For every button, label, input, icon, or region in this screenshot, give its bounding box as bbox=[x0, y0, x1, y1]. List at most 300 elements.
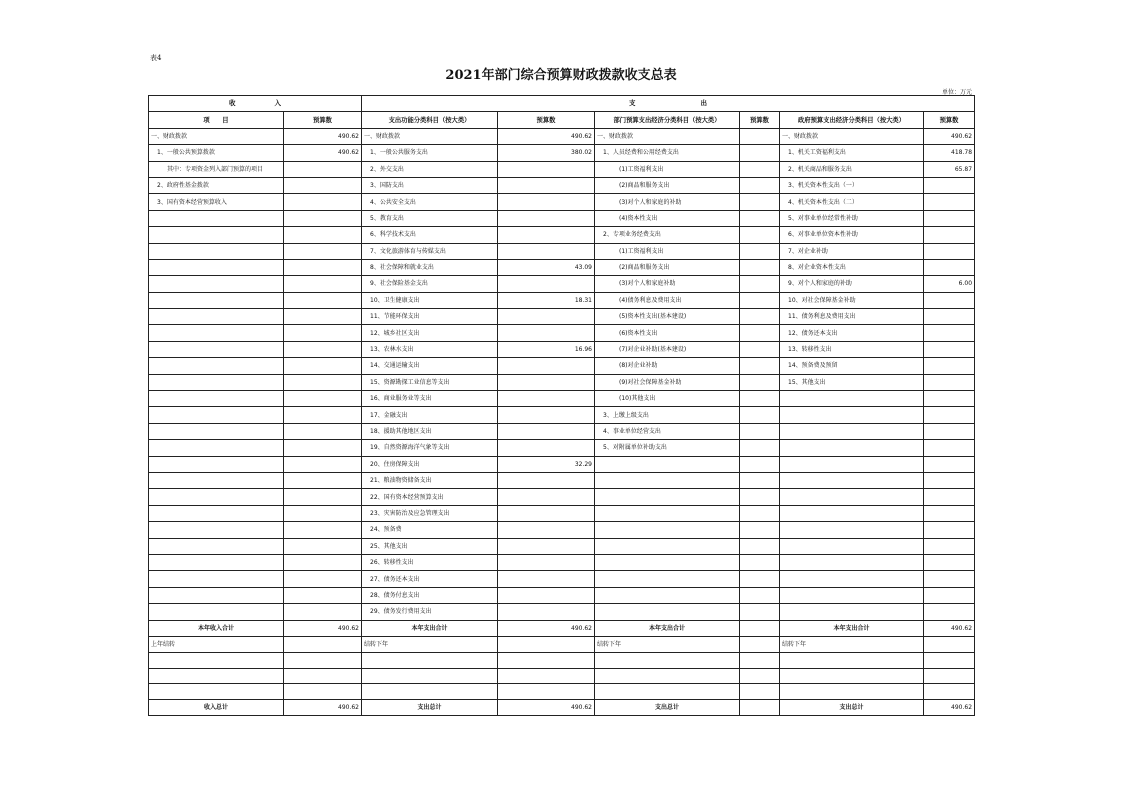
gov-econ-budget-cell bbox=[924, 604, 975, 620]
dept-econ-budget-cell bbox=[740, 423, 780, 439]
func-item-cell: 一、财政拨款 bbox=[362, 128, 498, 144]
table-row bbox=[149, 489, 975, 505]
gov-econ-item-cell: 13、转移性支出 bbox=[780, 341, 924, 357]
func-item-cell: 4、公共安全支出 bbox=[362, 194, 498, 210]
income-budget-cell bbox=[284, 489, 362, 505]
dept-econ-budget-cell bbox=[740, 522, 780, 538]
gov-grand-total-value: 490.62 bbox=[924, 700, 975, 716]
income-item-cell bbox=[149, 472, 284, 488]
func-item-cell: 3、国防支出 bbox=[362, 177, 498, 193]
dept-year-total-value bbox=[740, 620, 780, 636]
gov-econ-budget-cell bbox=[924, 292, 975, 308]
income-item-cell bbox=[149, 604, 284, 620]
gov-econ-budget-cell bbox=[924, 571, 975, 587]
func-item-cell: 28、债务付息支出 bbox=[362, 587, 498, 603]
dept-econ-item-cell bbox=[595, 587, 740, 603]
income-budget-cell bbox=[284, 456, 362, 472]
col-header-budget: 预算数 bbox=[498, 112, 595, 128]
func-budget-cell bbox=[498, 210, 595, 226]
table-row bbox=[149, 456, 975, 472]
func-budget-cell: 43.09 bbox=[498, 259, 595, 275]
gov-econ-item-cell bbox=[780, 538, 924, 554]
gov-econ-budget-cell bbox=[924, 210, 975, 226]
func-year-total-label: 本年支出合计 bbox=[362, 620, 498, 636]
income-budget-cell bbox=[284, 276, 362, 292]
func-budget-cell bbox=[498, 604, 595, 620]
gov-carry-value bbox=[924, 636, 975, 652]
col-header-budget: 预算数 bbox=[740, 112, 780, 128]
income-item-cell bbox=[149, 407, 284, 423]
func-item-cell: 1、一般公共服务支出 bbox=[362, 145, 498, 161]
gov-econ-item-cell: 4、机关资本性支出（二） bbox=[780, 194, 924, 210]
col-header-func: 支出功能分类科目（按大类） bbox=[362, 112, 498, 128]
dept-econ-budget-cell bbox=[740, 161, 780, 177]
table-row bbox=[149, 604, 975, 620]
dept-econ-item-cell bbox=[595, 538, 740, 554]
gov-econ-item-cell bbox=[780, 407, 924, 423]
income-budget-cell bbox=[284, 161, 362, 177]
gov-econ-item-cell: 8、对企业资本性支出 bbox=[780, 259, 924, 275]
dept-econ-item-cell: (2)商品和服务支出 bbox=[595, 177, 740, 193]
gov-econ-item-cell bbox=[780, 391, 924, 407]
dept-econ-item-cell: 5、对附属单位补助支出 bbox=[595, 440, 740, 456]
func-budget-cell bbox=[498, 391, 595, 407]
func-budget-cell bbox=[498, 423, 595, 439]
gov-econ-budget-cell bbox=[924, 194, 975, 210]
dept-econ-item-cell bbox=[595, 472, 740, 488]
gov-econ-item-cell bbox=[780, 522, 924, 538]
gov-econ-item-cell: 一、财政拨款 bbox=[780, 128, 924, 144]
income-item-cell bbox=[149, 571, 284, 587]
func-grand-total-label: 支出总计 bbox=[362, 700, 498, 716]
func-item-cell: 11、节能环保支出 bbox=[362, 309, 498, 325]
income-item-cell bbox=[149, 554, 284, 570]
income-item-cell: 一、财政拨款 bbox=[149, 128, 284, 144]
income-item-cell bbox=[149, 374, 284, 390]
table-row bbox=[149, 325, 975, 341]
table-row bbox=[149, 423, 975, 439]
income-grand-total-value: 490.62 bbox=[284, 700, 362, 716]
dept-econ-budget-cell bbox=[740, 489, 780, 505]
func-year-total-value: 490.62 bbox=[498, 620, 595, 636]
gov-year-total-value: 490.62 bbox=[924, 620, 975, 636]
dept-econ-budget-cell bbox=[740, 325, 780, 341]
table-row bbox=[149, 374, 975, 390]
func-budget-cell bbox=[498, 358, 595, 374]
blank-row bbox=[149, 684, 975, 700]
income-budget-cell bbox=[284, 177, 362, 193]
dept-econ-budget-cell bbox=[740, 472, 780, 488]
dept-econ-budget-cell bbox=[740, 391, 780, 407]
gov-econ-item-cell: 3、机关资本性支出（一） bbox=[780, 177, 924, 193]
gov-econ-budget-cell bbox=[924, 522, 975, 538]
income-item-cell bbox=[149, 227, 284, 243]
gov-econ-budget-cell bbox=[924, 538, 975, 554]
income-section-header: 收 入 bbox=[149, 96, 362, 112]
dept-econ-item-cell: (2)商品和服务支出 bbox=[595, 259, 740, 275]
func-item-cell: 26、转移性支出 bbox=[362, 554, 498, 570]
column-header-row bbox=[149, 112, 975, 128]
func-item-cell: 20、住房保障支出 bbox=[362, 456, 498, 472]
income-year-total-value: 490.62 bbox=[284, 620, 362, 636]
dept-econ-budget-cell bbox=[740, 227, 780, 243]
dept-econ-budget-cell bbox=[740, 177, 780, 193]
gov-econ-budget-cell bbox=[924, 489, 975, 505]
dept-econ-item-cell: (6)资本性支出 bbox=[595, 325, 740, 341]
dept-econ-item-cell: (4)债务利息及费用支出 bbox=[595, 292, 740, 308]
income-budget-cell bbox=[284, 554, 362, 570]
gov-econ-item-cell: 1、机关工资福利支出 bbox=[780, 145, 924, 161]
gov-econ-item-cell bbox=[780, 505, 924, 521]
gov-econ-budget-cell bbox=[924, 227, 975, 243]
dept-econ-budget-cell bbox=[740, 538, 780, 554]
dept-econ-item-cell bbox=[595, 522, 740, 538]
income-item-cell bbox=[149, 391, 284, 407]
col-header-dept-econ: 部门预算支出经济分类科目（按大类） bbox=[595, 112, 740, 128]
func-grand-total-value: 490.62 bbox=[498, 700, 595, 716]
gov-econ-budget-cell bbox=[924, 259, 975, 275]
gov-econ-item-cell bbox=[780, 571, 924, 587]
dept-grand-total-value bbox=[740, 700, 780, 716]
income-item-cell bbox=[149, 538, 284, 554]
gov-econ-budget-cell: 490.62 bbox=[924, 128, 975, 144]
income-item-cell bbox=[149, 341, 284, 357]
dept-carry-label: 结转下年 bbox=[595, 636, 740, 652]
gov-econ-item-cell: 10、对社会保障基金补助 bbox=[780, 292, 924, 308]
gov-grand-total-label: 支出总计 bbox=[780, 700, 924, 716]
table-row bbox=[149, 161, 975, 177]
dept-econ-budget-cell bbox=[740, 587, 780, 603]
income-budget-cell bbox=[284, 210, 362, 226]
dept-econ-budget-cell bbox=[740, 505, 780, 521]
dept-econ-item-cell: (1)工资福利支出 bbox=[595, 243, 740, 259]
income-budget-cell bbox=[284, 341, 362, 357]
table-row bbox=[149, 391, 975, 407]
table-row bbox=[149, 358, 975, 374]
gov-econ-item-cell: 12、债务还本支出 bbox=[780, 325, 924, 341]
dept-econ-item-cell: (3)对个人和家庭补助 bbox=[595, 276, 740, 292]
gov-econ-item-cell: 2、机关商品和服务支出 bbox=[780, 161, 924, 177]
income-item-cell bbox=[149, 309, 284, 325]
func-item-cell: 23、灾害防治及应急管理支出 bbox=[362, 505, 498, 521]
income-budget-cell bbox=[284, 538, 362, 554]
func-item-cell: 2、外交支出 bbox=[362, 161, 498, 177]
dept-econ-budget-cell bbox=[740, 309, 780, 325]
func-item-cell: 19、自然资源海洋气象等支出 bbox=[362, 440, 498, 456]
dept-econ-budget-cell bbox=[740, 604, 780, 620]
gov-econ-item-cell: 6、对事业单位资本性补助 bbox=[780, 227, 924, 243]
func-item-cell: 10、卫生健康支出 bbox=[362, 292, 498, 308]
income-item-cell bbox=[149, 358, 284, 374]
gov-econ-item-cell: 5、对事业单位经常性补助 bbox=[780, 210, 924, 226]
func-budget-cell bbox=[498, 227, 595, 243]
func-carry-value bbox=[498, 636, 595, 652]
dept-econ-budget-cell bbox=[740, 128, 780, 144]
income-item-cell: 3、国有资本经营预算收入 bbox=[149, 194, 284, 210]
dept-econ-budget-cell bbox=[740, 259, 780, 275]
col-header-gov-econ: 政府预算支出经济分类科目（按大类） bbox=[780, 112, 924, 128]
gov-econ-budget-cell bbox=[924, 440, 975, 456]
income-budget-cell bbox=[284, 309, 362, 325]
table-row bbox=[149, 554, 975, 570]
income-item-cell: 2、政府性基金拨款 bbox=[149, 177, 284, 193]
func-budget-cell bbox=[498, 407, 595, 423]
dept-econ-item-cell bbox=[595, 571, 740, 587]
table-row bbox=[149, 177, 975, 193]
gov-econ-budget-cell bbox=[924, 177, 975, 193]
dept-econ-budget-cell bbox=[740, 440, 780, 456]
table-row bbox=[149, 538, 975, 554]
gov-econ-item-cell bbox=[780, 456, 924, 472]
gov-econ-budget-cell bbox=[924, 505, 975, 521]
dept-econ-item-cell bbox=[595, 489, 740, 505]
func-item-cell: 6、科学技术支出 bbox=[362, 227, 498, 243]
table-row bbox=[149, 505, 975, 521]
dept-econ-budget-cell bbox=[740, 407, 780, 423]
income-item-cell bbox=[149, 522, 284, 538]
func-budget-cell bbox=[498, 161, 595, 177]
gov-econ-budget-cell bbox=[924, 358, 975, 374]
income-budget-cell bbox=[284, 505, 362, 521]
income-year-total-label: 本年收入合计 bbox=[149, 620, 284, 636]
table-row bbox=[149, 243, 975, 259]
func-budget-cell bbox=[498, 505, 595, 521]
func-item-cell: 12、城乡社区支出 bbox=[362, 325, 498, 341]
table-row bbox=[149, 128, 975, 144]
dept-econ-budget-cell bbox=[740, 358, 780, 374]
func-budget-cell bbox=[498, 194, 595, 210]
func-budget-cell bbox=[498, 538, 595, 554]
income-budget-cell bbox=[284, 604, 362, 620]
table-row bbox=[149, 522, 975, 538]
gov-econ-item-cell bbox=[780, 440, 924, 456]
table-row bbox=[149, 210, 975, 226]
col-header-budget: 预算数 bbox=[284, 112, 362, 128]
income-budget-cell bbox=[284, 325, 362, 341]
gov-econ-budget-cell bbox=[924, 374, 975, 390]
func-item-cell: 15、资源勘探工业信息等支出 bbox=[362, 374, 498, 390]
gov-econ-item-cell bbox=[780, 489, 924, 505]
table-tag: 表4 bbox=[150, 54, 162, 62]
blank-row bbox=[149, 668, 975, 684]
expense-section-header: 支 出 bbox=[362, 96, 975, 112]
income-budget-cell bbox=[284, 391, 362, 407]
table-row bbox=[149, 341, 975, 357]
dept-econ-budget-cell bbox=[740, 341, 780, 357]
func-budget-cell: 490.62 bbox=[498, 128, 595, 144]
income-budget-cell bbox=[284, 194, 362, 210]
gov-econ-item-cell: 14、预备费及预留 bbox=[780, 358, 924, 374]
func-budget-cell bbox=[498, 554, 595, 570]
income-item-cell: 其中：专项资金列入部门预算的项目 bbox=[149, 161, 284, 177]
dept-econ-item-cell bbox=[595, 554, 740, 570]
dept-econ-item-cell: (9)对社会保障基金补助 bbox=[595, 374, 740, 390]
dept-econ-item-cell: (1)工资福利支出 bbox=[595, 161, 740, 177]
dept-econ-item-cell: 2、专项业务经费支出 bbox=[595, 227, 740, 243]
income-budget-cell bbox=[284, 292, 362, 308]
blank-row bbox=[149, 653, 975, 669]
table-row bbox=[149, 587, 975, 603]
gov-econ-budget-cell bbox=[924, 456, 975, 472]
income-item-cell bbox=[149, 505, 284, 521]
income-budget-cell: 490.62 bbox=[284, 128, 362, 144]
gov-econ-item-cell bbox=[780, 604, 924, 620]
func-item-cell: 9、社会保险基金支出 bbox=[362, 276, 498, 292]
gov-econ-budget-cell bbox=[924, 341, 975, 357]
income-budget-cell bbox=[284, 440, 362, 456]
income-item-cell: 1、一般公共预算拨款 bbox=[149, 145, 284, 161]
income-budget-cell bbox=[284, 571, 362, 587]
income-budget-cell bbox=[284, 472, 362, 488]
func-budget-cell: 32.29 bbox=[498, 456, 595, 472]
gov-econ-budget-cell bbox=[924, 472, 975, 488]
income-item-cell bbox=[149, 456, 284, 472]
dept-carry-value bbox=[740, 636, 780, 652]
col-header-item: 项 目 bbox=[149, 112, 284, 128]
dept-econ-item-cell bbox=[595, 505, 740, 521]
gov-econ-budget-cell bbox=[924, 243, 975, 259]
income-budget-cell bbox=[284, 407, 362, 423]
gov-econ-budget-cell bbox=[924, 423, 975, 439]
func-item-cell: 29、债务发行费用支出 bbox=[362, 604, 498, 620]
dept-econ-budget-cell bbox=[740, 145, 780, 161]
func-budget-cell: 16.96 bbox=[498, 341, 595, 357]
dept-econ-budget-cell bbox=[740, 456, 780, 472]
func-budget-cell: 380.02 bbox=[498, 145, 595, 161]
dept-econ-budget-cell bbox=[740, 194, 780, 210]
dept-econ-budget-cell bbox=[740, 374, 780, 390]
income-item-cell bbox=[149, 325, 284, 341]
income-grand-total-label: 收入总计 bbox=[149, 700, 284, 716]
table-row bbox=[149, 472, 975, 488]
func-item-cell: 8、社会保障和就业支出 bbox=[362, 259, 498, 275]
dept-grand-total-label: 支出总计 bbox=[595, 700, 740, 716]
func-budget-cell bbox=[498, 571, 595, 587]
grand-total-row bbox=[149, 700, 975, 716]
page-title: 2021年部门综合预算财政拨款收支总表 bbox=[445, 68, 677, 83]
func-item-cell: 17、金融支出 bbox=[362, 407, 498, 423]
func-item-cell: 27、债务还本支出 bbox=[362, 571, 498, 587]
table-row bbox=[149, 145, 975, 161]
func-item-cell: 25、其他支出 bbox=[362, 538, 498, 554]
func-item-cell: 16、商业服务业等支出 bbox=[362, 391, 498, 407]
income-budget-cell: 490.62 bbox=[284, 145, 362, 161]
dept-econ-item-cell: (3)对个人和家庭的补助 bbox=[595, 194, 740, 210]
gov-year-total-label: 本年支出合计 bbox=[780, 620, 924, 636]
func-budget-cell bbox=[498, 522, 595, 538]
income-item-cell bbox=[149, 243, 284, 259]
func-item-cell: 22、国有资本经营预算支出 bbox=[362, 489, 498, 505]
func-budget-cell bbox=[498, 309, 595, 325]
income-carry-value bbox=[284, 636, 362, 652]
gov-econ-budget-cell bbox=[924, 407, 975, 423]
gov-econ-budget-cell bbox=[924, 587, 975, 603]
income-item-cell bbox=[149, 276, 284, 292]
dept-econ-budget-cell bbox=[740, 554, 780, 570]
dept-econ-budget-cell bbox=[740, 243, 780, 259]
func-item-cell: 18、援助其他地区支出 bbox=[362, 423, 498, 439]
table-row bbox=[149, 440, 975, 456]
func-budget-cell bbox=[498, 374, 595, 390]
dept-econ-item-cell: 4、事业单位经营支出 bbox=[595, 423, 740, 439]
func-item-cell: 21、粮油物资储备支出 bbox=[362, 472, 498, 488]
dept-econ-budget-cell bbox=[740, 292, 780, 308]
gov-econ-budget-cell: 65.87 bbox=[924, 161, 975, 177]
income-item-cell bbox=[149, 423, 284, 439]
func-budget-cell bbox=[498, 243, 595, 259]
func-budget-cell bbox=[498, 440, 595, 456]
income-budget-cell bbox=[284, 227, 362, 243]
func-budget-cell: 18.31 bbox=[498, 292, 595, 308]
gov-carry-label: 结转下年 bbox=[780, 636, 924, 652]
func-budget-cell bbox=[498, 276, 595, 292]
income-item-cell bbox=[149, 489, 284, 505]
func-carry-label: 结转下年 bbox=[362, 636, 498, 652]
dept-econ-item-cell: (10)其他支出 bbox=[595, 391, 740, 407]
gov-econ-item-cell: 11、债务利息及费用支出 bbox=[780, 309, 924, 325]
dept-econ-item-cell: (5)资本性支出(基本建设) bbox=[595, 309, 740, 325]
income-item-cell bbox=[149, 587, 284, 603]
table-row bbox=[149, 309, 975, 325]
dept-econ-item-cell: 1、人员经费和公用经费支出 bbox=[595, 145, 740, 161]
income-budget-cell bbox=[284, 423, 362, 439]
gov-econ-budget-cell bbox=[924, 554, 975, 570]
dept-econ-item-cell bbox=[595, 604, 740, 620]
gov-econ-budget-cell: 6.00 bbox=[924, 276, 975, 292]
table-row bbox=[149, 407, 975, 423]
income-budget-cell bbox=[284, 243, 362, 259]
dept-econ-budget-cell bbox=[740, 276, 780, 292]
carry-row bbox=[149, 636, 975, 652]
func-item-cell: 13、农林水支出 bbox=[362, 341, 498, 357]
income-item-cell bbox=[149, 440, 284, 456]
section-header-row bbox=[149, 96, 975, 112]
income-budget-cell bbox=[284, 259, 362, 275]
table-row bbox=[149, 227, 975, 243]
unit-label: 单位：万元 bbox=[941, 89, 972, 96]
gov-econ-item-cell: 15、其他支出 bbox=[780, 374, 924, 390]
col-header-budget: 预算数 bbox=[924, 112, 975, 128]
dept-econ-item-cell: 3、上缴上级支出 bbox=[595, 407, 740, 423]
func-budget-cell bbox=[498, 177, 595, 193]
income-item-cell bbox=[149, 210, 284, 226]
dept-econ-item-cell bbox=[595, 456, 740, 472]
func-budget-cell bbox=[498, 489, 595, 505]
dept-econ-item-cell: 一、财政拨款 bbox=[595, 128, 740, 144]
dept-econ-item-cell: (4)资本性支出 bbox=[595, 210, 740, 226]
income-budget-cell bbox=[284, 358, 362, 374]
dept-econ-budget-cell bbox=[740, 571, 780, 587]
func-item-cell: 5、教育支出 bbox=[362, 210, 498, 226]
func-item-cell: 7、文化旅游体育与传媒支出 bbox=[362, 243, 498, 259]
dept-econ-item-cell: (8)对企业补助 bbox=[595, 358, 740, 374]
gov-econ-item-cell bbox=[780, 587, 924, 603]
gov-econ-item-cell bbox=[780, 554, 924, 570]
func-budget-cell bbox=[498, 587, 595, 603]
income-item-cell bbox=[149, 259, 284, 275]
budget-table bbox=[148, 95, 975, 716]
func-budget-cell bbox=[498, 472, 595, 488]
func-budget-cell bbox=[498, 325, 595, 341]
year-total-row bbox=[149, 620, 975, 636]
table-row bbox=[149, 571, 975, 587]
dept-econ-budget-cell bbox=[740, 210, 780, 226]
dept-econ-item-cell: (7)对企业补助(基本建设) bbox=[595, 341, 740, 357]
income-carry-label: 上年结转 bbox=[149, 636, 284, 652]
table-row bbox=[149, 194, 975, 210]
table-row bbox=[149, 259, 975, 275]
gov-econ-item-cell bbox=[780, 423, 924, 439]
